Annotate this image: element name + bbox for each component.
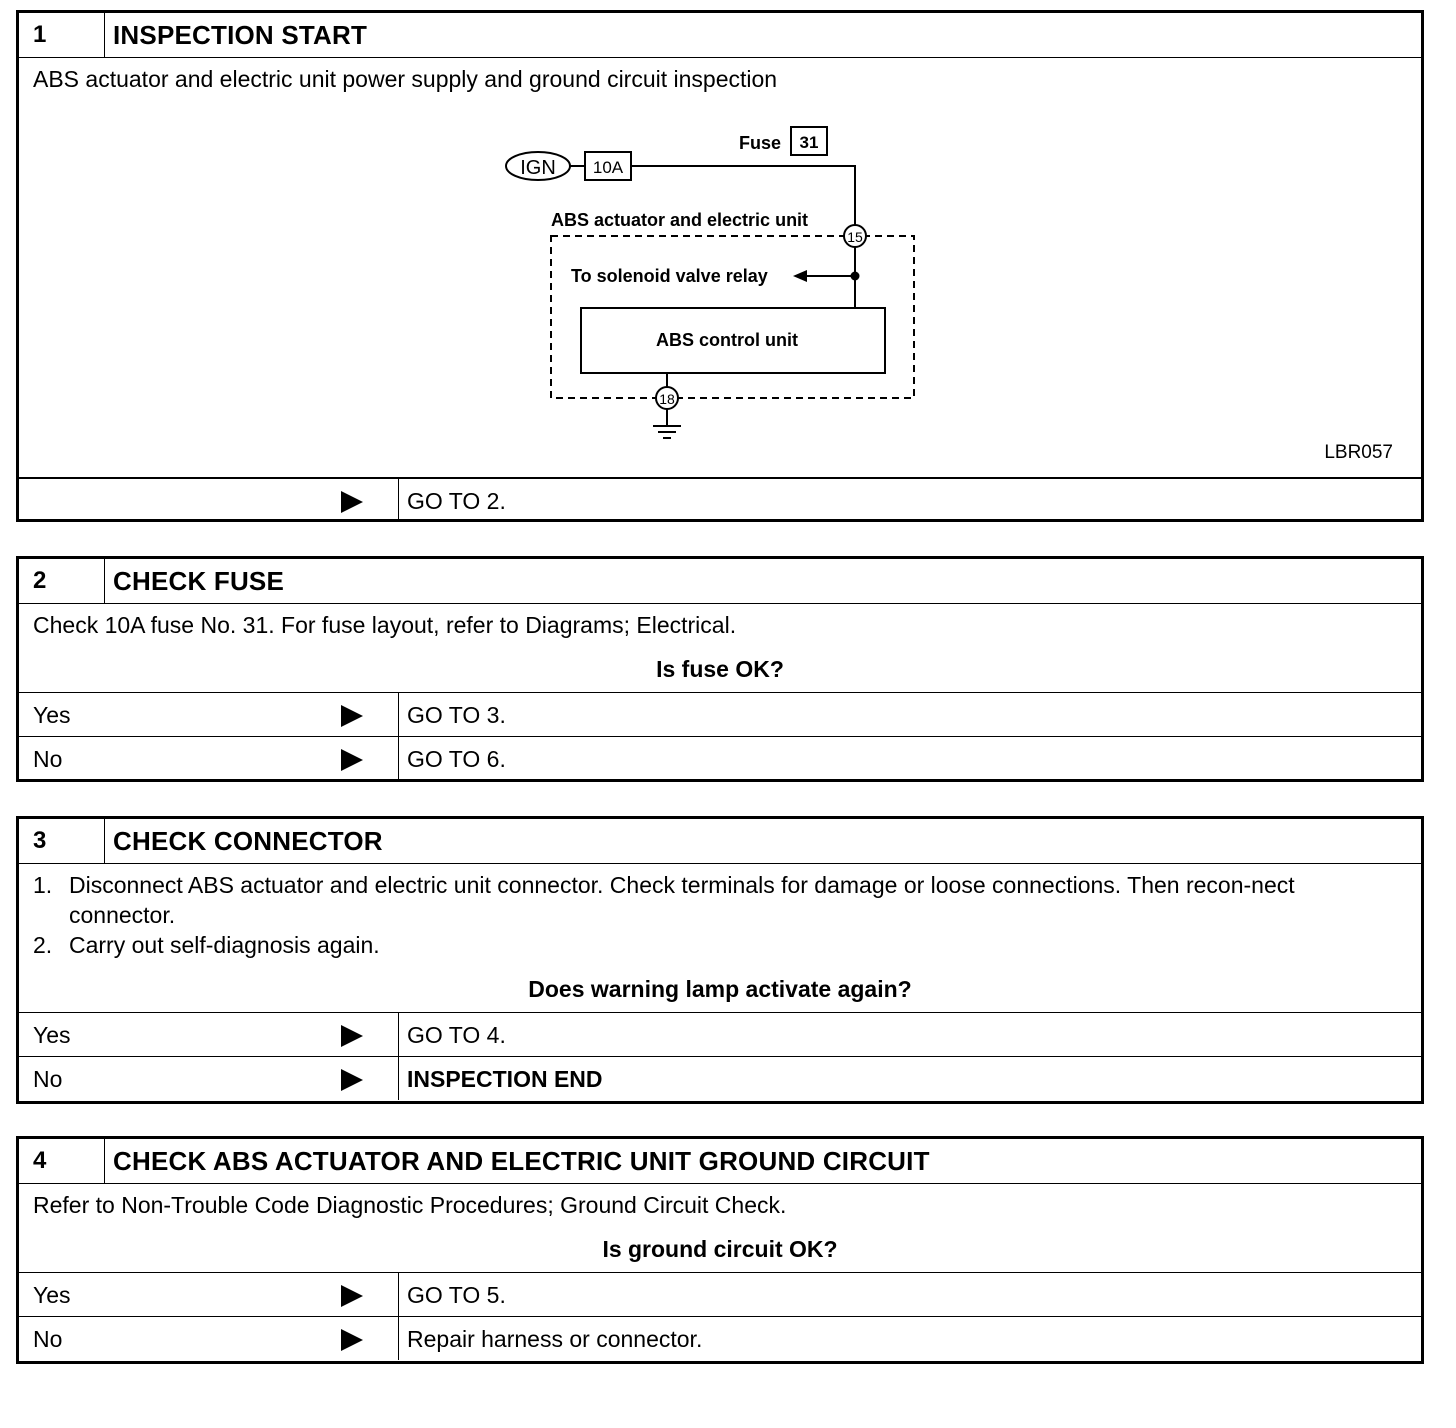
step-3-answer-yes [19,1013,1421,1057]
step-1-next-left [19,479,399,522]
step-1-body [19,58,1421,478]
step-4-answer-yes [19,1273,1421,1317]
step-3-box [16,816,1424,1104]
arrow-icon [341,1069,363,1091]
answer-no-label: No [33,746,63,772]
step-4-number: 4 [19,1139,105,1183]
arrow-icon [341,491,363,513]
step-4-header [19,1139,1421,1184]
answer-label [19,1013,399,1056]
answer-action[interactable]: GO TO 5. [407,1282,506,1308]
step-1-next-action[interactable]: GO TO 2. [407,488,506,514]
step-3-title: CHECK CONNECTOR [113,826,383,856]
ign-label: IGN [520,157,556,179]
step-2-answer-yes [19,693,1421,737]
ground-symbol [653,426,681,438]
answer-yes-label: Yes [33,1022,71,1048]
relay-arrow-head [793,270,807,282]
answer-yes-label: Yes [33,1282,71,1308]
answer-action[interactable]: Repair harness or connector. [407,1326,703,1352]
step-3-list [33,870,1407,960]
unit-label: ABS actuator and electric unit [551,210,809,230]
step-1-header [19,13,1421,58]
step-2-description: Check 10A fuse No. 31. For fuse layout, refer to Diagrams; Electrical. [33,612,737,638]
list-item-text: Disconnect ABS actuator and electric unit connector. Check terminals for damage or loose connections. Then recon-nect connector. [69,872,1295,928]
step-3-answer-no [19,1057,1421,1100]
step-2-number: 2 [19,559,105,603]
fuse-label: Fuse [738,133,781,153]
answer-action[interactable]: GO TO 3. [407,702,506,728]
answer-label [19,1057,399,1100]
step-2-box [16,556,1424,782]
step-2-answer-no [19,737,1421,780]
list-item-text: Carry out self-diagnosis again. [69,932,380,958]
step-4-body [19,1184,1421,1273]
arrow-icon [341,749,363,771]
fuse-rating-label: 10A [592,158,624,177]
list-item [33,870,1407,930]
step-1-title: INSPECTION START [113,20,368,50]
control-unit-label: ABS control unit [656,330,798,350]
step-4-answer-no [19,1317,1421,1360]
answer-label [19,1317,399,1360]
arrow-icon [341,1329,363,1351]
step-1-description: ABS actuator and electric unit power supply and ground circuit inspection [33,66,778,92]
answer-action[interactable]: INSPECTION END [407,1066,603,1092]
step-3-header [19,819,1421,864]
arrow-icon [341,705,363,727]
figure-id: LBR057 [1324,442,1393,463]
step-2-question: Is fuse OK? [656,656,784,682]
list-item-number: 2. [33,932,53,958]
step-1-number: 1 [19,13,105,57]
answer-label [19,737,399,780]
step-4-question: Is ground circuit OK? [602,1236,838,1262]
step-1-next-row [19,478,1421,522]
terminal-15-label: 15 [847,229,863,245]
step-4-description: Refer to Non-Trouble Code Diagnostic Procedures; Ground Circuit Check. [33,1192,787,1218]
step-2-title: CHECK FUSE [113,566,285,596]
answer-action[interactable]: GO TO 4. [407,1022,506,1048]
step-1-box [16,10,1424,522]
step-4-box [16,1136,1424,1364]
step-3-number: 3 [19,819,105,863]
terminal-18-label: 18 [659,391,675,407]
wiring-diagram [33,94,1407,474]
answer-yes-label: Yes [33,702,71,728]
answer-no-label: No [33,1066,63,1092]
step-2-body [19,604,1421,693]
list-item [33,930,1407,960]
arrow-icon [341,1285,363,1307]
step-2-header [19,559,1421,604]
relay-label: To solenoid valve relay [571,266,768,286]
wiring-diagram-svg [33,94,1413,474]
arrow-icon [341,1025,363,1047]
list-item-number: 1. [33,872,53,898]
step-3-question: Does warning lamp activate again? [528,976,912,1002]
answer-no-label: No [33,1326,63,1352]
fuse-number: 31 [799,133,819,152]
step-4-title: CHECK ABS ACTUATOR AND ELECTRIC UNIT GROUND CIRCUIT [113,1146,930,1176]
step-3-body [19,864,1421,1013]
answer-label [19,693,399,736]
answer-label [19,1273,399,1316]
answer-action[interactable]: GO TO 6. [407,746,506,772]
